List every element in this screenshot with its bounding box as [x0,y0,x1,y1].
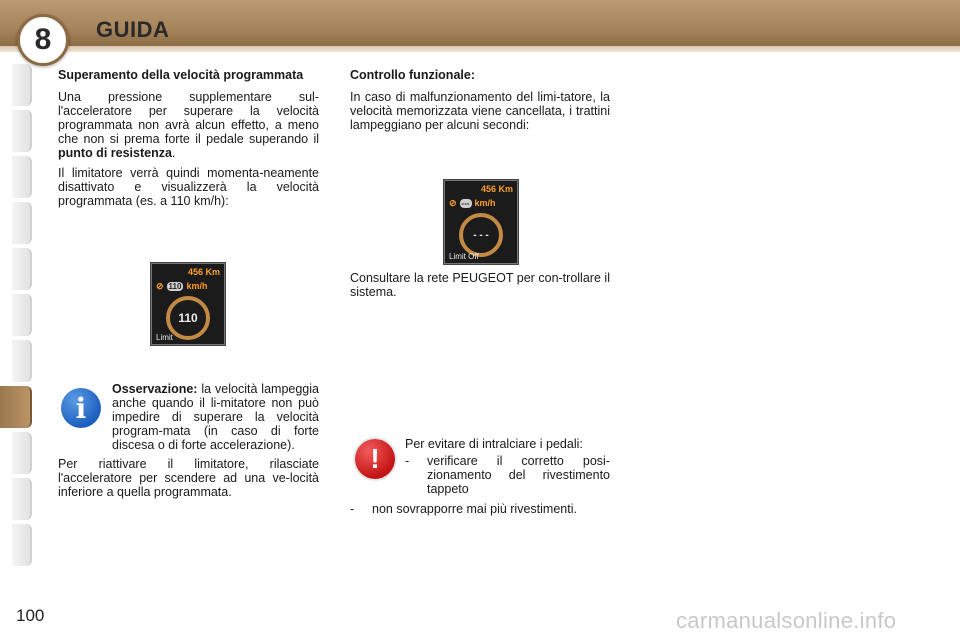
display-set-speed: --- [461,198,470,208]
display-speed-row [156,280,220,292]
right-paragraph-1: In caso di malfunzionamento del limi-tatore, la velocità memorizzata viene cancellata, i trattini lampeggiano per alcuni secondi: [350,90,610,132]
watermark[interactable]: carmanualsonline.info [676,608,897,633]
display-speed-row [449,197,513,209]
section-title: GUIDA [96,17,170,42]
display-ring: 110 [166,296,210,340]
display-mode: Limit Off [449,252,479,261]
chapter-tabs [0,64,34,576]
speed-limiter-icon: ⊘ [449,197,457,208]
right-heading: Controllo funzionale: [350,68,475,82]
chapter-tab[interactable] [12,156,32,198]
info-icon: i [61,388,101,428]
warning-block [350,437,610,516]
left-paragraph-2: Il limitatore verrà quindi momenta-neamente disattivato e visualizzerà la velocità programmata (es. a 110 km/h): [58,166,319,208]
chapter-tab[interactable] [12,524,32,566]
speed-limiter-icon: ⊘ [156,280,164,291]
right-paragraph-2-block [350,271,610,305]
left-heading: Superamento della velocità programmata [58,68,304,82]
left-paragraph-1: Una pressione supplementare sul-l'acceleratore per superare la velocità programmata non avrà alcun effetto, a meno che non si prema forte il pedale superando il punto di resistenza. [58,90,319,160]
chapter-tab-active[interactable] [0,386,32,428]
chapter-tab[interactable] [12,64,32,106]
chapter-badge: 8 [17,14,69,66]
display-odometer: 456 Km [480,184,513,194]
limiter-display-active [151,263,225,345]
chapter-tab[interactable] [12,340,32,382]
note-text-2: Per riattivare il limitatore, rilasciate l'acceleratore per scendere ad una ve-locità inferiore a quella programmata. [58,457,319,499]
chapter-tab[interactable] [12,478,32,520]
chapter-tab[interactable] [12,248,32,290]
note-text: Osservazione: la velocità lampeggia anche quando il li-mitatore non può impedire di superare la velocità program-mata (in caso di forte discesa o di forte accelerazione). [112,382,319,452]
chapter-tab[interactable] [12,294,32,336]
warning-intro: Per evitare di intralciare i pedali: [405,437,583,451]
display-mode: Limit [156,333,173,342]
right-column [350,68,610,138]
note-block [58,382,319,505]
right-paragraph-2: Consultare la rete PEUGEOT per con-trollare il sistema. [350,271,610,299]
page-number: 100 [16,606,45,625]
chapter-tab[interactable] [12,432,32,474]
display-unit: km/h [186,281,208,291]
left-column [58,68,319,214]
display-ring: - - - [459,213,503,257]
chapter-tab[interactable] [12,110,32,152]
display-set-speed: 110 [168,281,182,291]
warning-item: - verificare il corretto posi-zionamento del rivestimento tappeto [405,454,610,496]
exclamation-icon: ! [355,439,395,479]
display-odometer: 456 Km [187,267,220,277]
header-stripe [0,46,960,52]
chapter-tab[interactable] [12,202,32,244]
limiter-display-fault [444,180,518,264]
display-unit: km/h [474,198,496,208]
warning-item: - non sovrapporre mai più rivestimenti. [350,502,577,516]
